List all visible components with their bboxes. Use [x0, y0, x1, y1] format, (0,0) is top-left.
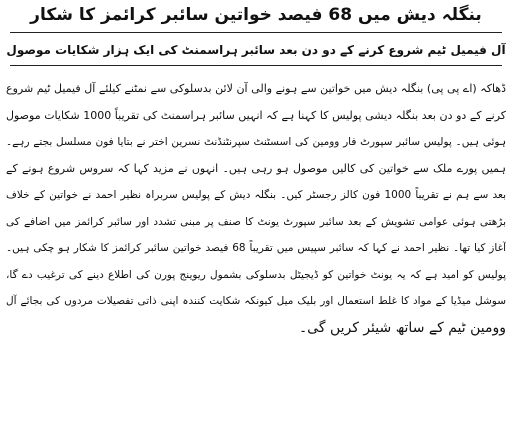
body-line: پولیس کو امید ہے کہ یہ یونٹ خواتین کو ڈیجیٹل بدسلوکی بشمول ریوینج پورن کی اطلاع دینے کی ترغیب دے گا، [6, 268, 506, 281]
body-line: بعد سے ہم نے تقریباً 1000 فون کالز رجسٹر کیں۔ بنگلہ دیش کے پولیس سربراہ نظیر احمد نے خواتین کے خلاف [6, 189, 506, 201]
divider-bottom [10, 65, 502, 66]
body-line: سوشل میڈیا کے مواد کا غلط استعمال اور بلیک میل کیونکہ شکایت کنندہ اپنی ذاتی تفصیلات مردوں کی بجائے آل [6, 295, 506, 307]
body-line: ہوئی ہیں۔ پولیس سائبر سپورٹ فار وومین کی اسسٹنٹ سپرنٹنڈنٹ نسرین اختر نے بتایا فون مسلسل بجتے رہے۔ [6, 136, 506, 148]
body-line: آغاز کیا تھا۔ نظیر احمد نے کہا کہ سائبر سپیس میں تقریباً 68 فیصد خواتین سائبر کرائمز کا شکار ہو چکی ہیں۔ [6, 242, 506, 254]
article-body [6, 76, 506, 341]
subheadline: آل فیمیل ٹیم شروع کرنے کے دو دن بعد سائبر ہراسمنٹ کی ایک ہزار شکایات موصول [6, 43, 506, 57]
divider-top [10, 32, 502, 33]
body-line: بڑھتی ہوئی عوامی تشویش کے بعد سائبر سپورٹ یونٹ کا صنف پر مبنی تشدد اور سائبر کرائمز میں اضافے کی [6, 215, 506, 228]
headline: بنگلہ دیش میں 68 فیصد خواتین سائبر کرائمز کا شکار [30, 5, 482, 25]
body-line: کرنے کے دو دن بعد بنگلہ دیشی پولیس کا کہنا ہے کہ انہیں سائبر ہراسمنٹ کی تقریباً 1000 شکایات موصول [6, 108, 506, 122]
body-line: ہمیں پورے ملک سے خواتین کی کالیں موصول ہو رہی ہیں۔ انہوں نے مزید کہا کہ سروس شروع ہونے کے [6, 161, 506, 175]
body-line: ڈھاکہ (اے پی پی) بنگلہ دیش میں خواتین سے ہونے والی آن لائن بدسلوکی سے نمٹنے کیلئے آل فیمیل ٹیم شروع [6, 82, 506, 95]
body-line: وومین ٹیم کے ساتھ شیئر کریں گی۔ [298, 319, 506, 336]
